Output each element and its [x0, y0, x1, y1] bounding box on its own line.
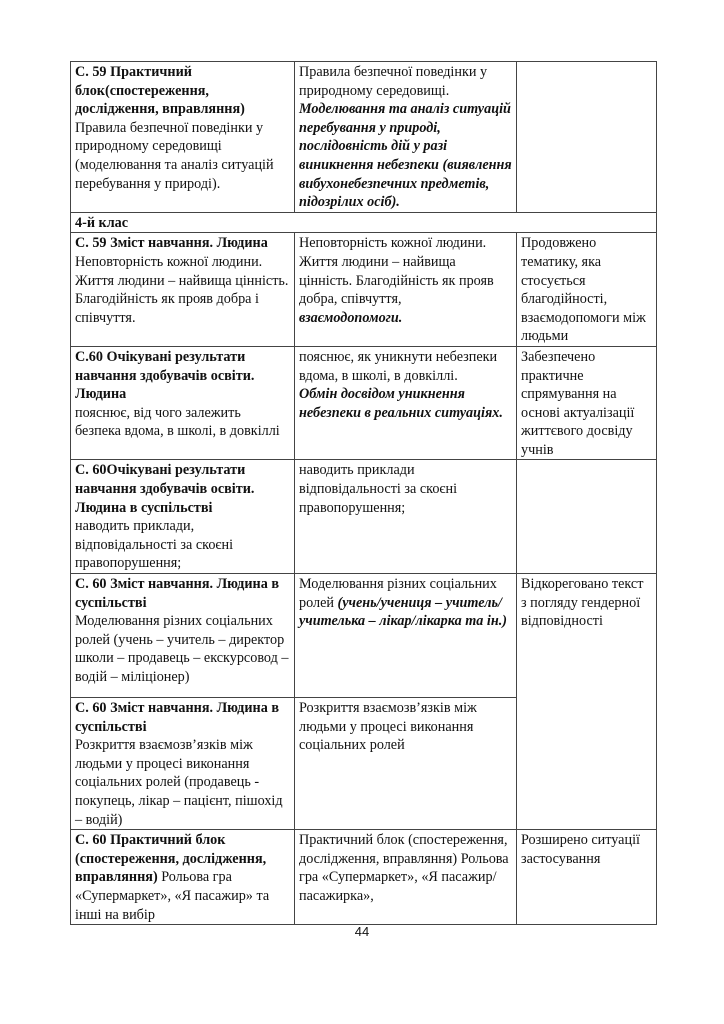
cell-text: наводить приклади, відповідальності за скоєні правопорушення; [75, 518, 234, 572]
cell-text: Розкриття взаємозв’язків між людьми у процесі виконання соціальних ролей (продавець - покупець, лікар – пацієнт, пішохід – водій) [75, 737, 283, 828]
table-cell [517, 830, 657, 925]
table-row [71, 830, 657, 925]
table-row [71, 62, 657, 213]
cell-emphasis: (учень/учениця – учитель/учителька – лікар/лікарка та ін.) [299, 594, 507, 630]
cell-text: пояснює, як уникнути небезпеки вдома, в школі, в довкіллі. [299, 348, 498, 384]
cell-text: Забезпечено практичне спрямування на основі актуалізації життєвого досвіду учнів [521, 348, 635, 458]
table-cell [295, 830, 517, 925]
cell-text: Неповторність кожної людини. Життя людини – найвища цінність. Благодійність як прояв добра і співчуття. [75, 253, 289, 326]
table-row [71, 460, 657, 574]
cell-emphasis: Обмін досвідом уникнення небезпеки в реальних ситуаціях. [299, 386, 503, 421]
table-cell [517, 346, 657, 460]
table-cell [295, 698, 517, 830]
cell-heading: С.60 Очікувані результати навчання здобувачів освіти. Людина [75, 348, 255, 403]
cell-text: Розширено ситуації застосування [521, 832, 640, 867]
table-cell [295, 62, 517, 213]
cell-emphasis: Моделювання та аналіз ситуацій перебування у природі, послідовність дій у разі виникнення небезпеки (виявлення вибухонебезпечних предметів, підозрілих осіб). [299, 101, 512, 211]
table-cell [295, 346, 517, 460]
table-row [71, 233, 657, 347]
table-cell [71, 574, 295, 698]
table-cell [517, 574, 657, 830]
cell-text: наводить приклади відповідальності за скоєні правопорушення; [299, 462, 458, 516]
cell-heading: С. 60 Зміст навчання. Людина в суспільстві [75, 700, 280, 735]
table-cell [517, 233, 657, 347]
table-cell [71, 346, 295, 460]
table-cell [71, 460, 295, 574]
cell-text: Продовжено тематику, яка стосується благодійності, взаємодопомоги між людьми [521, 235, 646, 345]
cell-text: Розкриття взаємозв’язків між людьми у процесі виконання соціальних ролей [299, 700, 477, 754]
page-number: 44 [354, 924, 370, 939]
table-cell [71, 233, 295, 347]
cell-heading: С. 59 Практичний блок(спостереження, дослідження, вправляння) [75, 64, 245, 118]
table-row [71, 574, 657, 698]
cell-emphasis: взаємодопомоги. [299, 309, 403, 326]
table-cell [295, 574, 517, 698]
table-cell [71, 830, 295, 925]
cell-text: Правила безпечної поведінки у природному середовищі. [299, 64, 488, 99]
table-cell [517, 460, 657, 574]
cell-text: Моделювання різних соціальних ролей [299, 576, 497, 611]
table-cell [517, 62, 657, 213]
cell-text: Практичний блок (спостереження, дослідження, вправляння) Рольова гра «Супермаркет», «Я пасажир/пасажирка», [299, 832, 509, 904]
table-cell [295, 460, 517, 574]
cell-heading: С. 60 Практичний блок (спостереження, дослідження, вправляння) [75, 832, 267, 886]
table-row [71, 346, 657, 460]
section-row [71, 212, 657, 233]
cell-text: Неповторність кожної людини. Життя людини – найвища цінність. Благодійність як прояв добра, співчуття, [299, 235, 494, 308]
cell-text: Правила безпечної поведінки у природному середовищі (моделювання та аналіз ситуацій перебування у природі). [75, 119, 274, 192]
cell-text: Моделювання різних соціальних ролей (учень – учитель – директор школи – продавець – екскурсовод – водій – міліціонер) [75, 613, 289, 685]
cell-text: Відкореговано текст з погляду гендерної відповідності [521, 576, 644, 630]
table-cell [295, 233, 517, 347]
cell-heading: С. 60 Зміст навчання. Людина в суспільстві [75, 576, 280, 611]
cell-text: Рольова гра «Супермаркет», «Я пасажир» та інші на вибір [75, 869, 270, 923]
table-cell [71, 698, 295, 830]
table-cell [71, 62, 295, 213]
cell-heading: С. 60Очікувані результати навчання здобувачів освіти. Людина в суспільстві [75, 462, 255, 516]
cell-text: пояснює, від чого залежить безпека вдома, в школі, в довкіллі [75, 404, 280, 440]
comparison-table [70, 61, 657, 925]
cell-heading: С. 59 Зміст навчання. Людина [75, 235, 268, 252]
section-heading: 4-й клас [71, 212, 657, 233]
